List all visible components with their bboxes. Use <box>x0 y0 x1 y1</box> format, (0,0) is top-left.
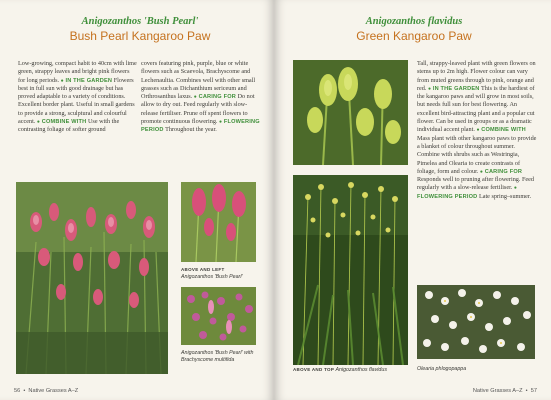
flavidus-flower-photo <box>293 60 408 165</box>
left-scientific-name: Anigozanthos 'Bush Pearl' <box>81 16 199 27</box>
right-caption-plant: Anigozanthos flavidus <box>335 367 387 373</box>
right-garden-text: This is the hardiest of the kangaroo paws and will grow in most soils, but needs full sun for best flowering. An excellent bird-attracting plant and a popular cut flower. Can be used in groups or as a dramatic individual accent plant. <box>417 84 535 134</box>
left-garden-text: Flowers best in full sun with good drainage but has proved adaptable to a variety of conditions. Excellent border plant. Useful in small gardens to provide a strong, sculptural and colourful accent. <box>18 76 135 126</box>
bush-pearl-large-photo <box>16 182 168 374</box>
left-caption-label: ABOVE AND LEFT <box>181 267 225 272</box>
left-footer-title: Native Grasses A–Z <box>28 388 79 394</box>
right-footer: Native Grasses A–Z • 57 <box>472 388 537 394</box>
right-caring-text: Responds well to pruning after flowering. Feed regularly with a slow-release fertiliser. <box>417 176 535 192</box>
right-intro: Tall, strappy-leaved plant with green flowers on stems up to 2m high. Flower colour can vary from muted greens through to pink, orange and red. <box>417 60 536 92</box>
left-flowering-heading: ● FLOWERING PERIOD <box>141 119 260 133</box>
left-combine-heading: ● COMBINE WITH <box>37 119 86 125</box>
left-combine-text: Use with the contrasting foliage of softer ground <box>18 118 120 134</box>
brachyscome-photo <box>181 287 256 345</box>
left-footer: 56 • Native Grasses A–Z <box>14 388 79 394</box>
left-caring-heading: ● CARING FOR <box>194 94 236 100</box>
left-column-1 <box>18 60 138 135</box>
left-flowering-text: Throughout the year. <box>165 126 217 134</box>
left-caring-text: Do not allow to dry out. Feed regularly with slow-release fertiliser. Prune off spent flowers to promote continuous flowering. <box>141 93 255 126</box>
bush-pearl-closeup-photo <box>181 182 256 262</box>
left-common-name: Bush Pearl Kangaroo Paw <box>69 29 211 43</box>
right-caring-heading: ● CARING FOR <box>480 169 522 175</box>
right-combine-heading: ● COMBINE WITH <box>476 127 525 133</box>
olearia-photo <box>417 285 535 359</box>
right-footer-title: Native Grasses A–Z <box>472 388 523 394</box>
left-caption-bottom: Anigozanthos 'Bush Pearl' with Brachyscome multifida <box>181 350 254 363</box>
right-flowering-heading: ● FLOWERING PERIOD <box>417 185 517 199</box>
left-caption-top: Anigozanthos 'Bush Pearl' <box>181 274 243 280</box>
right-common-name: Green Kangaroo Paw <box>356 29 472 43</box>
right-caption-label: ABOVE AND TOP <box>293 367 335 372</box>
left-garden-heading: ● IN THE GARDEN <box>61 78 113 84</box>
flavidus-plant-photo <box>293 175 408 365</box>
left-page-number: 56 <box>14 388 21 394</box>
left-combine-continued: covers featuring pink, purple, blue or white flowers such as Scaevola, Brachyscome and Lechenaultia. Combines well with other small grasses such as Dichanthium sericeum and Orthrosanthus laxus. <box>141 60 256 101</box>
left-column-2 <box>141 60 263 135</box>
right-flowering-text: Late spring–summer. <box>478 192 532 200</box>
right-combine-text: Mass plant with other kangaroo paws to provide a blanket of colour throughout summer. Combine with shrubs such as Westringia, Pimelea and Olearia to create contrasts of foliage, form and colour. <box>417 134 537 175</box>
right-text-column <box>417 60 539 201</box>
right-garden-heading: ● IN THE GARDEN <box>428 86 480 92</box>
right-scientific-name: Anigozanthos flavidus <box>365 16 463 27</box>
left-intro: Low-growing, compact habit to 40cm with lime green, strappy leaves and bright pink flowers for long periods. <box>18 60 137 84</box>
right-page-number: 57 <box>530 388 537 394</box>
right-caption-main <box>293 366 413 374</box>
right-caption-small: Olearia phlogopappa <box>417 366 467 372</box>
left-page <box>0 0 274 400</box>
right-page <box>274 0 551 400</box>
